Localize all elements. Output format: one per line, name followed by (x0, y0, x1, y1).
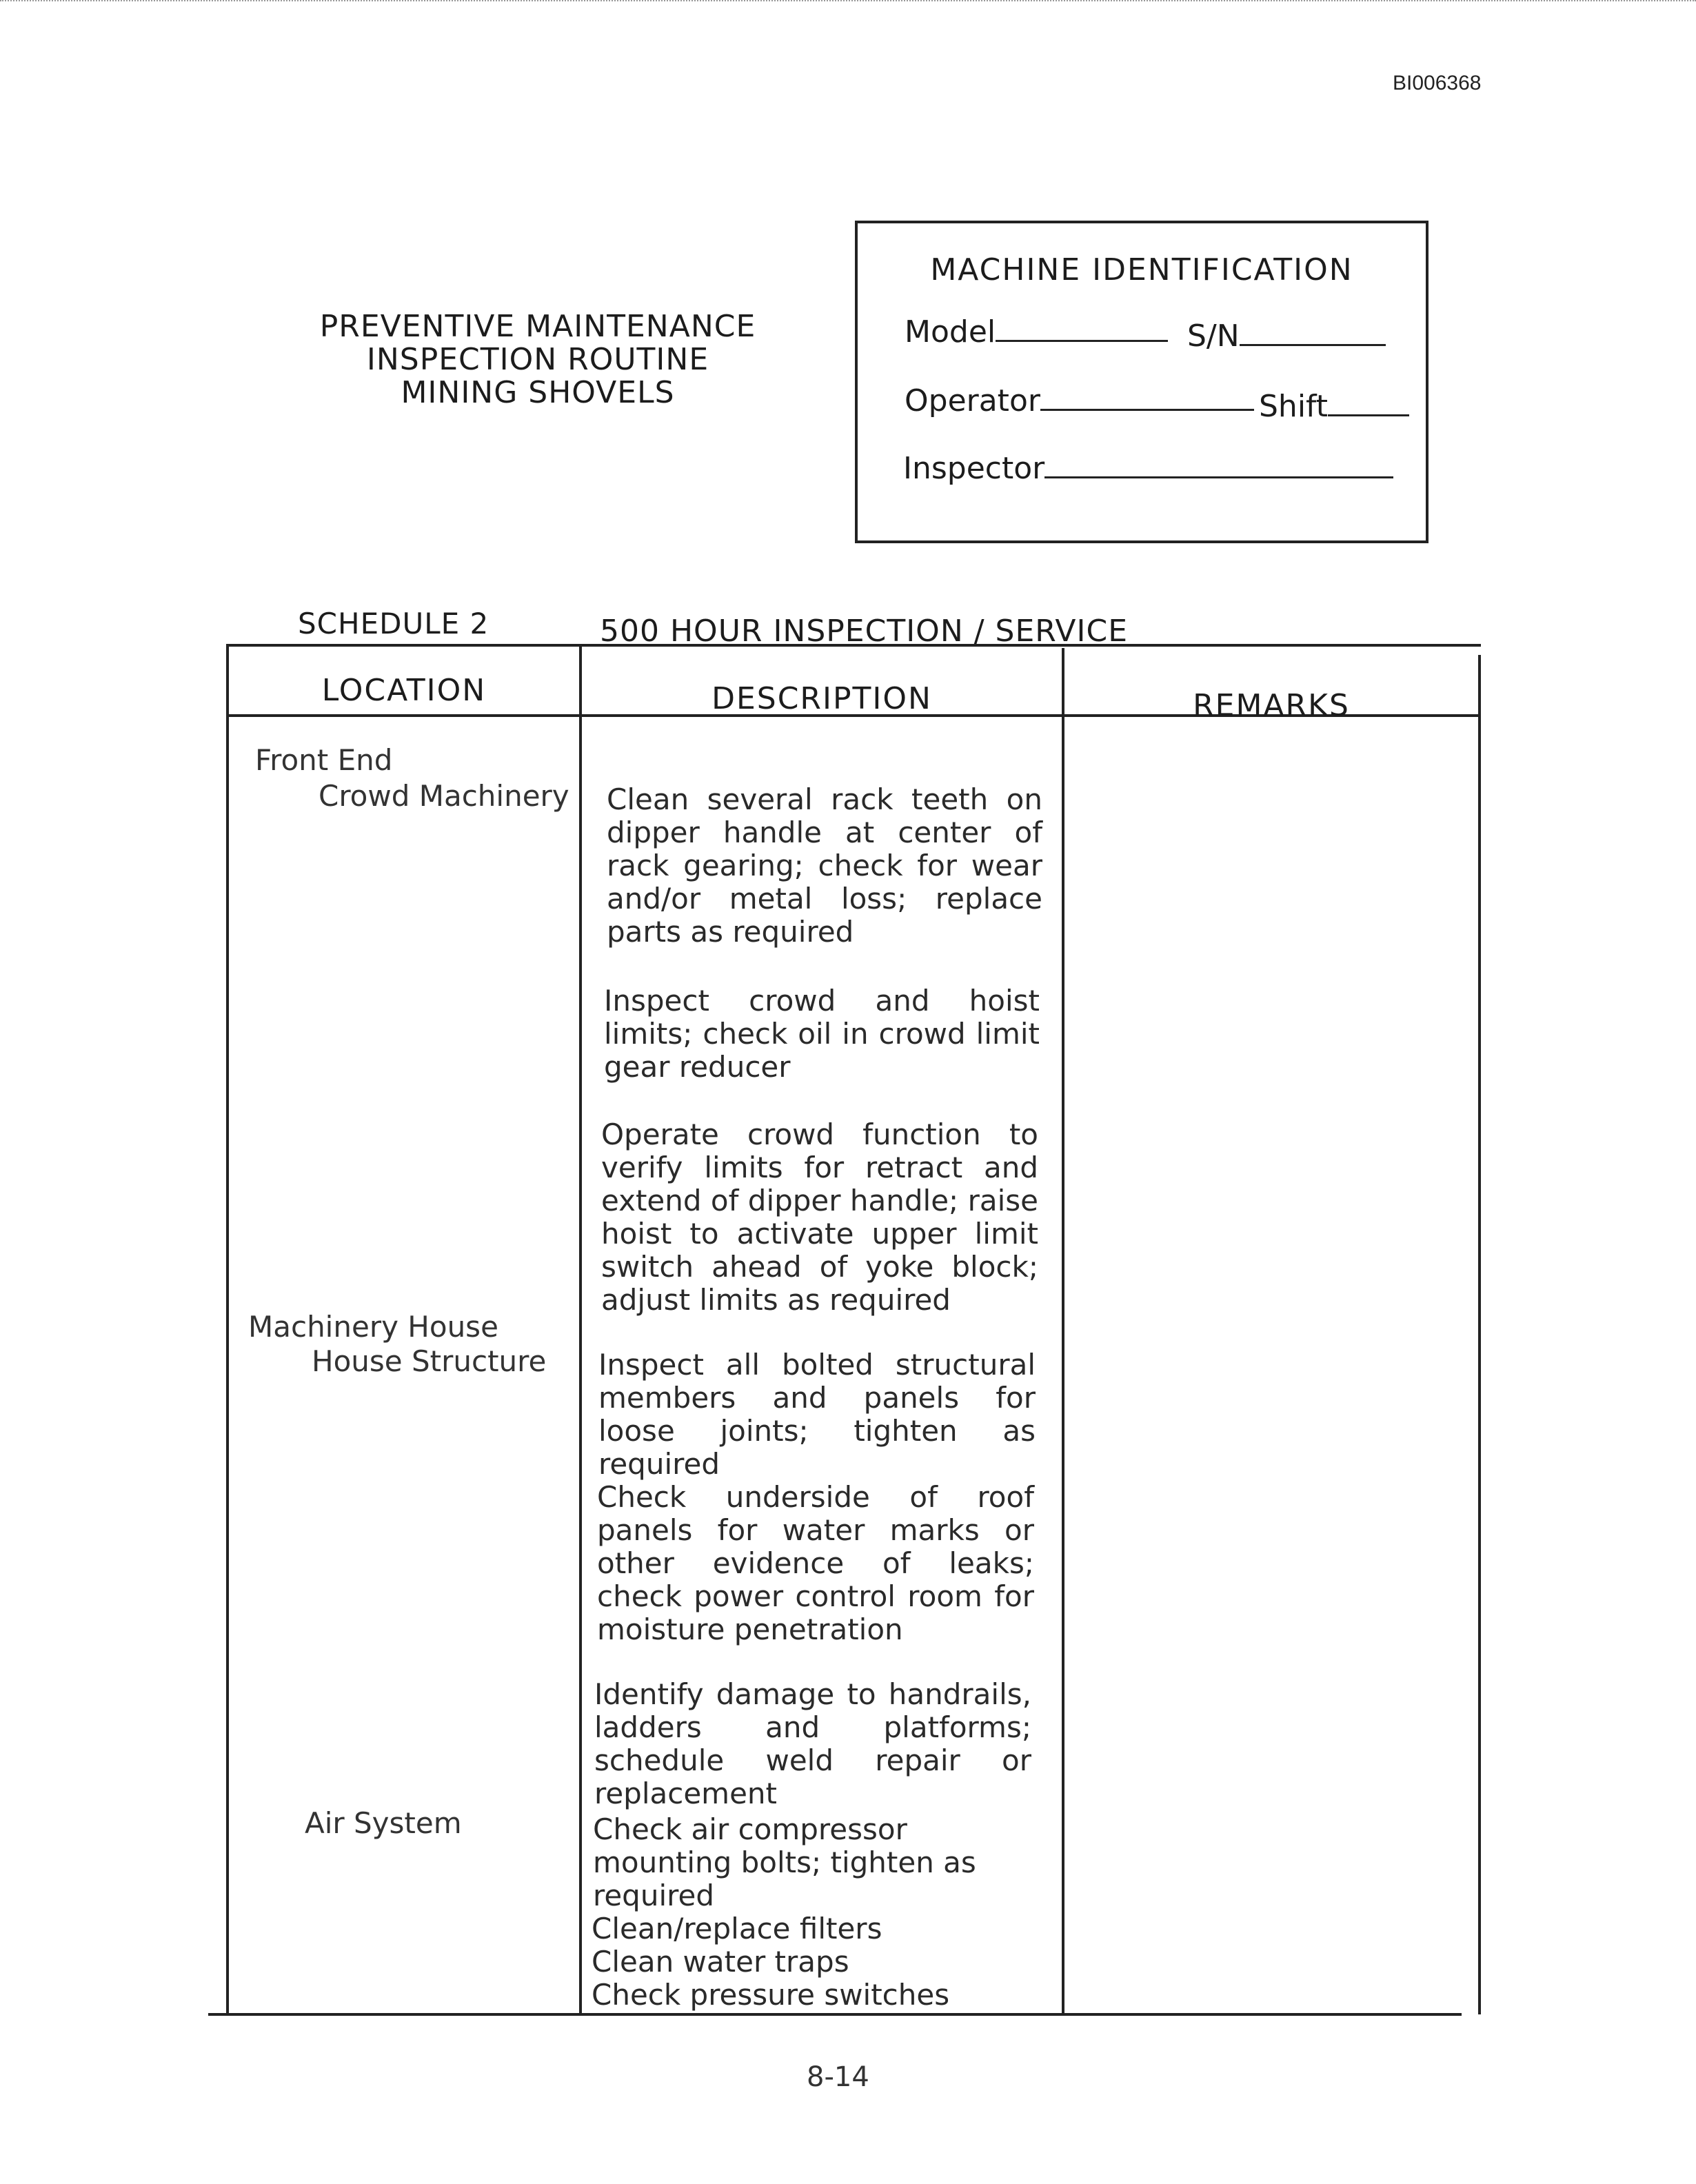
title-line-1: PREVENTIVE MAINTENANCE (319, 309, 756, 344)
description-item-4: Inspect all bolted structural members and panels for loose joints; tighten as required (598, 1348, 1036, 1481)
operator-label: Operator (905, 383, 1040, 418)
page-number: 8-14 (807, 2061, 869, 2093)
operator-field[interactable] (905, 383, 1254, 418)
air-list-item-3: Check pressure switches (592, 1978, 950, 2012)
description-item-2: Inspect crowd and hoist limits; check oil in crowd limit gear reducer (604, 984, 1040, 1084)
title-line-2: INSPECTION ROUTINE (366, 342, 709, 377)
description-header: DESCRIPTION (711, 681, 932, 716)
description-item-6: Identify damage to handrails, ladders and platforms; schedule weld repair or replacement (594, 1677, 1031, 1810)
inspector-field[interactable] (903, 451, 1393, 486)
location-machinery-house: Machinery House (248, 1310, 498, 1344)
schedule-label: SCHEDULE 2 (298, 607, 489, 640)
inspector-blank[interactable] (1044, 453, 1393, 478)
remarks-header: REMARKS (1193, 688, 1350, 723)
document-id: BI006368 (1393, 72, 1482, 94)
model-field[interactable] (905, 314, 1168, 350)
air-list-item-2: Clean water traps (592, 1945, 849, 1979)
sn-blank[interactable] (1240, 321, 1386, 346)
location-crowd-machinery: Crowd Machinery (319, 779, 569, 813)
sn-label: S/N (1187, 318, 1240, 354)
location-front-end: Front End (255, 743, 393, 777)
model-label: Model (905, 314, 996, 350)
sn-field[interactable] (1187, 318, 1386, 354)
location-house-structure: House Structure (312, 1344, 547, 1378)
description-item-7: Check air compressor mounting bolts; tighten as required (593, 1812, 976, 1912)
location-air-system: Air System (305, 1806, 462, 1840)
table-right-border (1478, 655, 1481, 2014)
table-top-border (228, 644, 1481, 647)
description-air-list (592, 1912, 1033, 2012)
operator-blank[interactable] (1040, 385, 1254, 411)
location-description-divider (579, 644, 582, 2014)
shift-label: Shift (1259, 389, 1329, 424)
model-blank[interactable] (996, 316, 1168, 342)
description-item-1: Clean several rack teeth on dipper handle at center of rack gearing; check for wear and/or metal loss; replace parts as required (607, 782, 1042, 949)
description-item-3: Operate crowd function to verify limits for retract and extend of dipper handle; raise hoist to activate upper limit switch ahead of yoke block; adjust limits as required (601, 1118, 1038, 1317)
schedule-title: 500 HOUR INSPECTION / SERVICE (600, 614, 1129, 649)
machine-identification-heading: MACHINE IDENTIFICATION (930, 252, 1353, 287)
scan-edge-speckle (0, 0, 1696, 7)
shift-field[interactable] (1259, 389, 1409, 424)
title-line-3: MINING SHOVELS (401, 375, 675, 410)
table-bottom-border (208, 2013, 1462, 2016)
shift-blank[interactable] (1328, 391, 1409, 416)
document-title (262, 310, 814, 410)
table-left-border (226, 644, 229, 2014)
description-remarks-divider (1062, 648, 1064, 2014)
air-list-item-1: Clean/replace filters (592, 1912, 882, 1945)
description-item-5: Check underside of roof panels for water marks or other evidence of leaks; check power control room for moisture penetration (597, 1480, 1034, 1646)
location-header: LOCATION (321, 673, 487, 708)
inspector-label: Inspector (903, 451, 1045, 486)
